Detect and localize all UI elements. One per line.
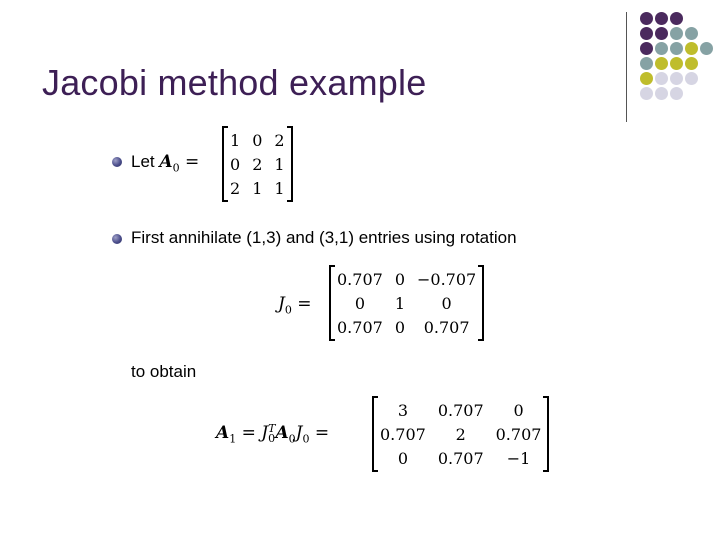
j0-matrix-cell: 0.707 [337, 317, 383, 337]
a0-matrix-cell: 2 [252, 154, 263, 174]
a1-matrix-cell: 0 [397, 448, 408, 468]
bullet-icon [112, 157, 122, 167]
a0-matrix-cell: 0 [230, 154, 241, 174]
a0-subscript: 0 [288, 432, 296, 446]
a1-matrix-cell: 0 [513, 400, 524, 420]
decor-dot [640, 57, 653, 70]
decor-dot [670, 87, 683, 100]
decor-dot [655, 12, 668, 25]
j0-matrix-cell: 0.707 [337, 269, 383, 289]
a1-matrix-row [374, 422, 547, 446]
equals-sign: = [179, 152, 200, 172]
decor-dot [640, 87, 653, 100]
decor-dot [655, 57, 668, 70]
j0t-subscript: 0 [268, 431, 276, 445]
decor-dot [670, 42, 683, 55]
a0-matrix-cell: 1 [230, 130, 241, 150]
decor-dot [655, 72, 668, 85]
matrix-a0 [222, 128, 293, 200]
decor-dot [685, 57, 698, 70]
transpose-superscript: T [268, 421, 276, 435]
a1-subscript: 1 [229, 432, 237, 446]
decor-dot [700, 42, 713, 55]
decor-dot [670, 57, 683, 70]
decor-dot [685, 27, 698, 40]
decor-dot [640, 72, 653, 85]
decor-dot-grid [640, 12, 720, 124]
a0-matrix-row [224, 128, 291, 152]
a0-matrix-cell: 1 [274, 178, 285, 198]
decor-dot [655, 42, 668, 55]
j0-symbol: J [278, 294, 285, 314]
a0-matrix-cell: 0 [252, 130, 263, 150]
a0-matrix-row [224, 152, 291, 176]
a1-matrix-row [374, 446, 547, 470]
equals-sign: = [309, 423, 330, 443]
decor-dot [655, 87, 668, 100]
j0-matrix-cell: 0 [394, 269, 405, 289]
decor-dot [685, 42, 698, 55]
a1-matrix-cell: 0.707 [380, 424, 426, 444]
j0-symbol: J [295, 423, 303, 443]
j0-matrix-cell: 0.707 [423, 317, 470, 337]
j0-matrix-cell: 0 [394, 317, 405, 337]
j0-matrix-cell: 0 [441, 293, 452, 313]
j0-matrix-row [331, 267, 482, 291]
a0-matrix-row [224, 176, 291, 200]
j0-matrix-row [331, 291, 482, 315]
slide-title: Jacobi method example [42, 62, 427, 103]
decor-divider-line [626, 12, 627, 122]
j0-matrix-cell: 1 [394, 293, 405, 313]
bullet1-text: Let [131, 152, 160, 171]
j0-subscript: 0 [302, 432, 310, 446]
a0-matrix-cell: 2 [274, 130, 285, 150]
j0t-symbol: J [261, 423, 269, 443]
a1-matrix-cell: 3 [397, 400, 408, 420]
a1-matrix-cell: 0.707 [495, 424, 542, 444]
a1-matrix-row [374, 398, 547, 422]
a0-symbol: A [275, 423, 289, 443]
decor-dot [685, 72, 698, 85]
a1-matrix-cell: −1 [506, 448, 531, 468]
decor-dot [670, 12, 683, 25]
decor-dot [640, 27, 653, 40]
j0-matrix-cell: −0.707 [417, 269, 477, 289]
bullet1-line [131, 152, 199, 174]
bullet2-text: First annihilate (1,3) and (3,1) entries using rotation [131, 228, 517, 247]
j0-matrix-row [331, 315, 482, 339]
bullet-icon [112, 234, 122, 244]
equals-sign: = [291, 294, 312, 314]
a0-symbol: A [159, 152, 173, 172]
decor-dot [640, 12, 653, 25]
equals-sign: = [236, 423, 262, 443]
j0-subscript: 0 [284, 303, 292, 317]
j0-matrix-cell: 0 [354, 293, 365, 313]
decor-dot [640, 42, 653, 55]
a1-matrix-cell: 2 [455, 424, 466, 444]
a1-matrix-cell: 0.707 [437, 400, 484, 420]
decor-dot [670, 72, 683, 85]
matrix-a1 [372, 398, 549, 470]
a1-equation-label [216, 423, 329, 445]
decor-dot [670, 27, 683, 40]
decor-dot [655, 27, 668, 40]
a1-matrix-cell: 0.707 [437, 448, 484, 468]
j0-label [278, 294, 311, 316]
a0-matrix-cell: 2 [230, 178, 241, 198]
to-obtain-text: to obtain [131, 362, 197, 381]
a0-matrix-cell: 1 [252, 178, 263, 198]
a1-symbol: A [216, 423, 230, 443]
a0-matrix-cell: 1 [274, 154, 285, 174]
matrix-j0 [329, 267, 484, 339]
a0-subscript: 0 [172, 161, 180, 175]
